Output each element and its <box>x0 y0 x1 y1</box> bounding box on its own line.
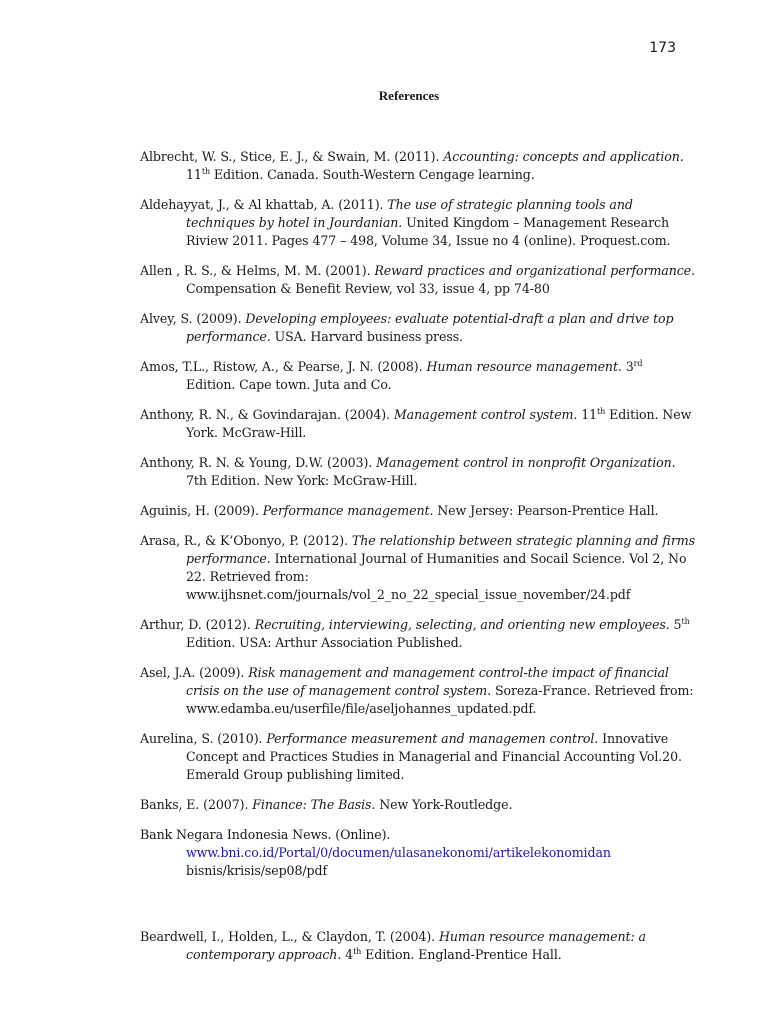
reference-text: Edition. USA: Arthur Association Published. <box>186 635 463 650</box>
reference-entry <box>140 454 695 490</box>
reference-text: Edition. New York. McGraw-Hill. <box>186 407 692 440</box>
reference-text: New York-Routledge. <box>375 797 513 812</box>
reference-title: Human resource management. <box>426 359 622 374</box>
ordinal-suffix: th <box>681 616 690 626</box>
reference-entry <box>140 358 695 394</box>
reference-entry <box>140 310 695 346</box>
reference-text: Arasa, R., & K’Obonyo, P. (2012). <box>140 533 352 548</box>
reference-text: Bank Negara Indonesia News. (Online). <box>140 827 391 842</box>
reference-text: Banks, E. (2007). <box>140 797 253 812</box>
reference-text: Compensation & Benefit Review, vol 33, issue 4, pp 74-80 <box>186 281 550 296</box>
reference-title: Accounting: concepts and application <box>443 149 680 164</box>
reference-entry <box>140 148 695 184</box>
reference-title: Developing employees: evaluate potential-draft a plan and drive top performance. <box>186 311 674 344</box>
reference-text: bisnis/krisis/sep08/pdf <box>186 863 328 878</box>
reference-entry <box>140 262 695 298</box>
reference-text: Aldehayyat, J., & Al khattab, A. (2011). <box>140 197 388 212</box>
ordinal-suffix: rd <box>633 358 643 368</box>
reference-text: 11 <box>577 407 598 422</box>
reference-title: Performance management. <box>262 503 434 518</box>
reference-url[interactable]: www.bni.co.id/Portal/0/documen/ulasanekonomi/artikelekonomidan <box>186 845 611 860</box>
reference-entry <box>140 796 695 814</box>
reference-title: Performance measurement and managemen control. <box>266 731 599 746</box>
reference-entry <box>140 196 695 250</box>
reference-entry <box>140 532 695 604</box>
reference-text: . 11 <box>186 149 684 182</box>
reference-title: The use of strategic planning tools and techniques by hotel in Jourdanian. <box>186 197 633 230</box>
reference-text: 7th Edition. New York: McGraw-Hill. <box>186 473 418 488</box>
reference-text: Beardwell, I., Holden, L., & Claydon, T. (2004). <box>140 929 439 944</box>
reference-text: Edition. Cape town. Juta and Co. <box>186 377 392 392</box>
reference-text: Albrecht, W. S., Stice, E. J., & Swain, M. (2011). <box>140 149 444 164</box>
reference-entry <box>140 406 695 442</box>
reference-entry <box>140 616 695 652</box>
reference-text: Innovative Concept and Practices Studies in Managerial and Financial Accounting Vol.20. Emerald Group publishing limited. <box>186 731 682 782</box>
reference-text: Alvey, S. (2009). <box>140 311 246 326</box>
reference-entry <box>140 502 695 520</box>
reference-text: 4 <box>341 947 354 962</box>
reference-title: The relationship between strategic planning and firms performance. <box>186 533 695 566</box>
reference-text: 5 <box>669 617 682 632</box>
reference-text: Arthur, D. (2012). <box>140 617 255 632</box>
ordinal-suffix: th <box>353 946 362 956</box>
reference-text: Edition. Canada. South-Western Cengage learning. <box>210 167 535 182</box>
reference-text: 3 <box>621 359 634 374</box>
reference-text: Asel, J.A. (2009). <box>140 665 249 680</box>
reference-title: Management control system. <box>393 407 578 422</box>
reference-text: United Kingdom – Management Research Riview 2011. Pages 477 – 498, Volume 34, Issue no 4 (online). Proquest.com. <box>186 215 671 248</box>
reference-text: Allen , R. S., & Helms, M. M. (2001). <box>140 263 375 278</box>
reference-title: Recruiting, interviewing, selecting, and orienting new employees. <box>254 617 670 632</box>
reference-text: Anthony, R. N. & Young, D.W. (2003). <box>140 455 377 470</box>
page-number: 173 <box>649 40 676 56</box>
reference-text: Amos, T.L., Ristow, A., & Pearse, J. N. (2008). <box>140 359 427 374</box>
reference-text: Edition. England-Prentice Hall. <box>361 947 562 962</box>
reference-title: Reward practices and organizational performance. <box>374 263 695 278</box>
ordinal-suffix: th <box>201 166 210 176</box>
reference-title: Finance: The Basis. <box>252 797 376 812</box>
reference-list <box>140 148 695 976</box>
page-heading: References <box>378 88 440 103</box>
reference-entry <box>140 664 695 718</box>
reference-text: New Jersey: Pearson-Prentice Hall. <box>433 503 659 518</box>
reference-entry <box>140 826 695 880</box>
reference-text: USA. Harvard business press. <box>270 329 463 344</box>
reference-title: Human resource management: a contemporary approach. <box>186 929 646 962</box>
reference-text: International Journal of Humanities and Socail Science. Vol 2, No 22. Retrieved from: www.ijhsnet.com/journals/vol_2_no_22_special_issue_november/24.pdf <box>186 551 687 602</box>
reference-text: Anthony, R. N., & Govindarajan. (2004). <box>140 407 394 422</box>
reference-text: Aurelina, S. (2010). <box>140 731 267 746</box>
reference-entry <box>140 928 695 964</box>
reference-title: Management control in nonprofit Organization. <box>376 455 676 470</box>
reference-entry <box>140 730 695 784</box>
reference-title: Risk management and management control-the impact of financial crisis on the use of management control system <box>186 665 669 698</box>
reference-text: . Soreza-France. Retrieved from: www.edamba.eu/userfile/file/aseljohannes_updated.pdf. <box>186 683 694 716</box>
reference-text: Aguinis, H. (2009). <box>140 503 263 518</box>
ordinal-suffix: th <box>597 406 606 416</box>
